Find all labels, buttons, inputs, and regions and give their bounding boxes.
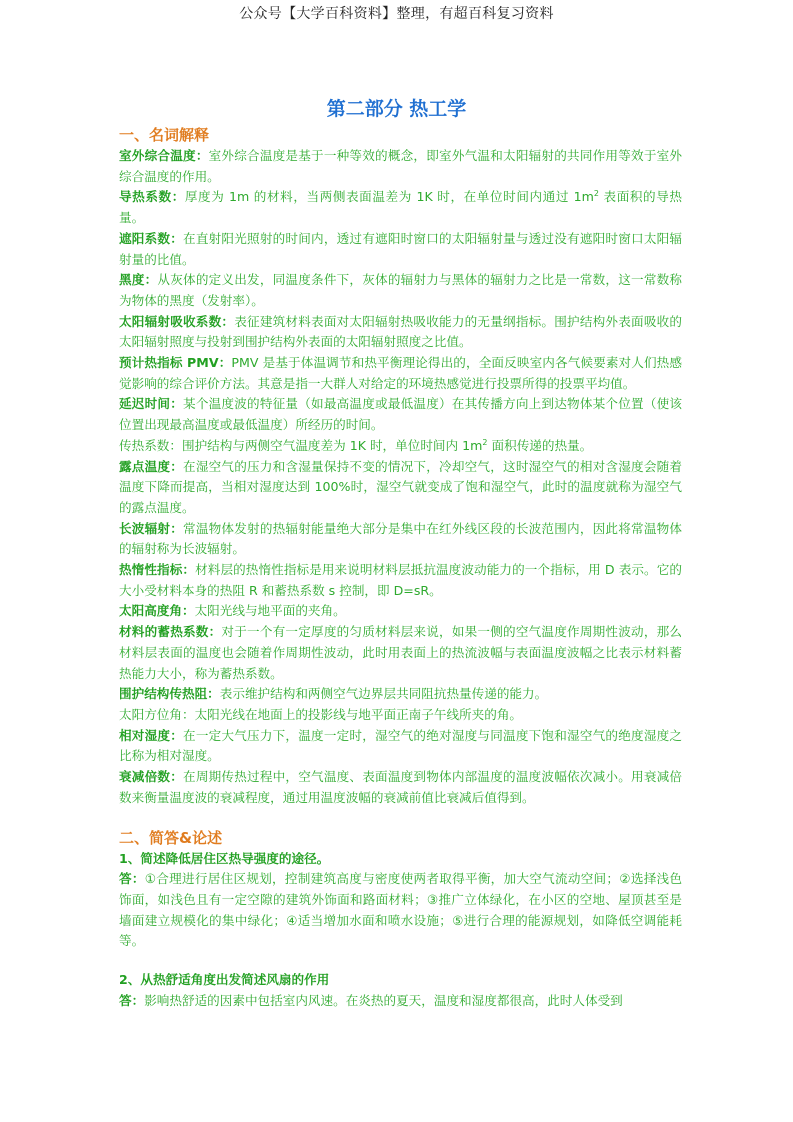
definition-item: 黑度：从灰体的定义出发，同温度条件下，灰体的辐射力与黑体的辐射力之比是一常数，这一常数称为物体的黑度（发射率）。 [119, 272, 683, 308]
definition-item: 露点温度：在湿空气的压力和含湿量保持不变的情况下，冷却空气，这时湿空气的相对含湿度会随着温度下降而提高，当相对湿度达到 100%时，湿空气就变成了饱和湿空气，此时的温度就称为湿空气的露点温度。 [119, 458, 683, 515]
document-body [119, 124, 682, 1011]
definition-text: 某个温度波的特征量（如最高温度或最低温度）在其传播方向上到达物体某个位置（使该位置出现最高温度或最低温度）所经历的时间。 [119, 396, 683, 433]
definition-item: 材料的蓄热系数：对于一个有一定厚度的匀质材料层来说，如果一侧的空气温度作周期性波动，那么材料层表面的温度也会随着作周期性波动，此时用表面上的热流波幅与表面温度波幅之比表示材料蓄热能力大小，称为蓄热系数。 [119, 624, 683, 681]
section-heading-essay: 二、简答&论述 [119, 828, 223, 847]
definition-term: 传热系数 [119, 437, 170, 453]
definition-term: 热惰性指标 [119, 562, 183, 578]
definition-item: 热惰性指标：材料层的热惰性指标是用来说明材料层抵抗温度波动能力的一个指标，用 D 表示。它的大小受材料本身的热阻 R 和蓄热系数 s 控制，即 D=sR。 [119, 562, 683, 598]
superscript: 2 [482, 437, 488, 447]
definition-term: 黑度 [119, 272, 145, 288]
definition-text: 对于一个有一定厚度的匀质材料层来说，如果一侧的空气温度作周期性波动，那么材料层表面的温度也会随着作周期性波动，此时用表面上的热流波幅与表面温度波幅之比表示材料蓄热能力大小，称为蓄热系数。 [119, 624, 683, 681]
definition-text: 常温物体发射的热辐射能量绝大部分是集中在红外线区段的长波范围内，因此将常温物体的辐射称为长波辐射。 [119, 520, 683, 557]
definition-term: 太阳高度角 [119, 603, 182, 619]
definition-item: 导热系数：厚度为 1m 的材料，当两侧表面温差为 1K 时，在单位时间内通过 $1m^2$ 表面积的导热量。 [119, 189, 682, 226]
definition-term: 长波辐射 [119, 520, 171, 536]
page-title: 第二部分 热工学 [326, 98, 467, 120]
answer-label: 答 [119, 871, 132, 887]
definition-term: 露点温度 [119, 458, 171, 474]
question-heading: 1、简述降低居住区热导强度的途径。 [119, 850, 330, 866]
definition-term: 预计热指标 PMV [119, 355, 219, 371]
answer-label: 答 [119, 992, 132, 1008]
definition-term: 衰减倍数 [119, 769, 171, 785]
definition-text: 材料层的热惰性指标是用来说明材料层抵抗温度波动能力的一个指标，用 D 表示。它的大小受材料本身的热阻 R 和蓄热系数 s 控制，即 D=sR。 [119, 562, 683, 598]
answer-text: 影响热舒适的因素中包括室内风速。在炎热的夏天，温度和湿度都很高，此时人体受到 [144, 992, 623, 1008]
definition-text: 厚度为 1m 的材料，当两侧表面温差为 1K 时，在单位时间内通过 1m [184, 189, 594, 205]
answer-paragraph: 答：①合理进行居住区规划，控制建筑高度与密度使两者取得平衡，加大空气流动空间；②选择浅色饰面，如浅色且有一定空隙的建筑外饰面和路面材料；③推广立体绿化，在小区的空地、屋顶甚至是墙面建立规模化的集中绿化；④适当增加水面和喷水设施；⑤进行合理的能源规划，如降低空调能耗等。 [119, 871, 683, 949]
definition-item: 室外综合温度：室外综合温度是基于一种等效的概念，即室外气温和太阳辐射的共同作用等效于室外综合温度的作用。 [119, 148, 683, 184]
definition-text-cont: 面积传递的热量。 [487, 437, 593, 453]
definition-text: PMV 是基于体温调节和热平衡理论得出的，全面反映室内各气候要素对人们热感觉影响的综合评价方法。其意是指一大群人对给定的环境热感觉进行投票所得的投票平均值。 [119, 355, 682, 391]
definition-term: 太阳方位角 [119, 706, 182, 722]
definition-item: 预计热指标 PMV：PMV 是基于体温调节和热平衡理论得出的，全面反映室内各气候要素对人们热感觉影响的综合评价方法。其意是指一大群人对给定的环境热感觉进行投票所得的投票平均值。 [119, 355, 682, 391]
definition-item: 太阳方位角：太阳光线在地面上的投影线与地平面正南子午线所夹的角。 [119, 706, 522, 722]
definition-text: 表征建筑材料表面对太阳辐射热吸收能力的无量纲指标。围护结构外表面吸收的太阳辐射照度与投射到围护结构外表面的太阳辐射照度之比值。 [119, 313, 683, 350]
definition-term: 材料的蓄热系数 [119, 624, 209, 640]
definition-text: 太阳光线在地面上的投影线与地平面正南子午线所夹的角。 [194, 706, 522, 722]
definition-item: 围护结构传热阻：表示维护结构和两侧空气边界层共同阻抗热量传递的能力。 [119, 686, 548, 702]
question-heading: 2、从热舒适角度出发简述风扇的作用 [119, 972, 330, 988]
definition-item: 太阳高度角：太阳光线与地平面的夹角。 [119, 603, 346, 619]
definition-item: 传热系数：围护结构与两侧空气温度差为 1K 时，单位时间内 $1m^2$ 面积传递的热量。 [119, 437, 593, 453]
definition-item: 衰减倍数：在周期传热过程中，空气温度、表面温度到物体内部温度的温度波幅依次减小。用衰减倍数来衡量温度波的衰减程度，通过用温度波幅的衰减前值比衰减后值得到。 [119, 769, 683, 805]
definition-item: 太阳辐射吸收系数：表征建筑材料表面对太阳辐射热吸收能力的无量纲指标。围护结构外表面吸收的太阳辐射照度与投射到围护结构外表面的太阳辐射照度之比值。 [119, 313, 683, 350]
definition-term: 延迟时间 [119, 396, 171, 412]
definition-text: 在一定大气压力下，温度一定时，湿空气的绝对湿度与同温度下饱和湿空气的绝度湿度之比称为相对湿度。 [119, 727, 683, 764]
definition-text: 从灰体的定义出发，同温度条件下，灰体的辐射力与黑体的辐射力之比是一常数，这一常数称为物体的黑度（发射率）。 [119, 272, 683, 308]
answer-paragraph: 答：影响热舒适的因素中包括室内风速。在炎热的夏天，温度和湿度都很高，此时人体受到 [119, 992, 623, 1008]
answer-text: ①合理进行居住区规划，控制建筑高度与密度使两者取得平衡，加大空气流动空间；②选择浅色饰面，如浅色且有一定空隙的建筑外饰面和路面材料；③推广立体绿化，在小区的空地、屋顶甚至是墙面建立规模化的集中绿化；④适当增加水面和喷水设施；⑤进行合理的能源规划，如降低空调能耗等。 [119, 871, 683, 949]
definition-text: 围护结构与两侧空气温度差为 1K 时，单位时间内 1m [181, 437, 483, 453]
definition-term: 相对湿度 [119, 727, 171, 743]
definition-term: 导热系数 [119, 189, 172, 205]
definition-item: 延迟时间：某个温度波的特征量（如最高温度或最低温度）在其传播方向上到达物体某个位置（使该位置出现最高温度或最低温度）所经历的时间。 [119, 396, 683, 433]
definition-text: 表示维护结构和两侧空气边界层共同阻抗热量传递的能力。 [219, 686, 548, 702]
superscript: 2 [593, 189, 599, 199]
definition-text: 太阳光线与地平面的夹角。 [194, 603, 346, 619]
definition-term: 围护结构传热阻 [119, 686, 208, 702]
definition-text: 室外综合温度是基于一种等效的概念，即室外气温和太阳辐射的共同作用等效于室外综合温度的作用。 [119, 148, 683, 184]
definition-item: 相对湿度：在一定大气压力下，温度一定时，湿空气的绝对湿度与同温度下饱和湿空气的绝度湿度之比称为相对湿度。 [119, 727, 683, 764]
definition-text: 在周期传热过程中，空气温度、表面温度到物体内部温度的温度波幅依次减小。用衰减倍数来衡量温度波的衰减程度，通过用温度波幅的衰减前值比衰减后值得到。 [119, 769, 683, 805]
definition-term: 室外综合温度 [119, 148, 196, 163]
definition-term: 太阳辐射吸收系数 [119, 313, 222, 329]
definition-item: 长波辐射：常温物体发射的热辐射能量绝大部分是集中在红外线区段的长波范围内，因此将常温物体的辐射称为长波辐射。 [119, 520, 683, 557]
section-heading-definitions: 一、名词解释 [119, 126, 210, 144]
definition-term: 遮阳系数 [119, 230, 171, 246]
definition-text: 在湿空气的压力和含湿量保持不变的情况下，冷却空气，这时湿空气的相对含湿度会随着温度下降而提高，当相对湿度达到 100%时，湿空气就变成了饱和湿空气，此时的温度就称为湿空气的露点温度。 [119, 458, 683, 515]
definition-text-cont: 表面积的导热量。 [119, 189, 682, 226]
definition-text: 在直射阳光照射的时间内，透过有遮阳时窗口的太阳辐射量与透过没有遮阳时窗口太阳辐射量的比值。 [119, 230, 683, 267]
page-header: 公众号【大学百科资料】整理，有超百科复习资料 [239, 6, 554, 22]
definition-item: 遮阳系数：在直射阳光照射的时间内，透过有遮阳时窗口的太阳辐射量与透过没有遮阳时窗口太阳辐射量的比值。 [119, 230, 683, 267]
